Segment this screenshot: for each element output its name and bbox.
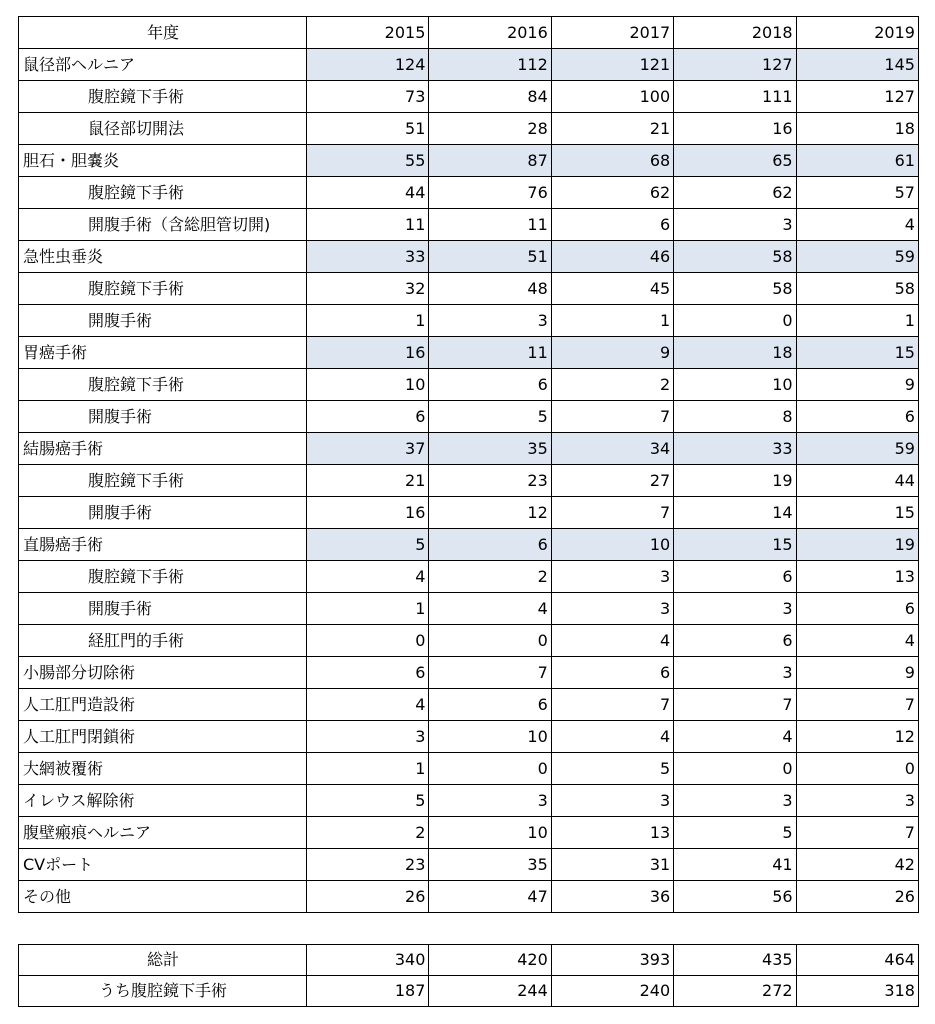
surgery-count-table — [18, 16, 919, 913]
row-label: 腹腔鏡下手術 — [19, 273, 307, 305]
cell-value: 73 — [307, 81, 429, 113]
totals-table — [18, 944, 919, 1007]
cell-value: 7 — [674, 689, 796, 721]
row-label: 開腹手術 — [19, 401, 307, 433]
cell-value: 0 — [674, 305, 796, 337]
cell-value: 28 — [429, 113, 551, 145]
cell-value: 7 — [429, 657, 551, 689]
subcategory-row — [19, 401, 919, 433]
table-body — [19, 49, 919, 913]
cell-value: 5 — [307, 785, 429, 817]
total-value: 187 — [307, 976, 429, 1007]
cell-value: 1 — [307, 305, 429, 337]
cell-value: 23 — [307, 849, 429, 881]
cell-value: 0 — [429, 753, 551, 785]
total-value: 318 — [796, 976, 918, 1007]
row-label: 鼠径部ヘルニア — [19, 49, 307, 81]
cell-value: 2 — [307, 817, 429, 849]
row-label: 結腸癌手術 — [19, 433, 307, 465]
total-value: 464 — [796, 945, 918, 976]
cell-value: 145 — [796, 49, 918, 81]
row-label: 腹腔鏡下手術 — [19, 561, 307, 593]
table-row — [19, 785, 919, 817]
total-value: 340 — [307, 945, 429, 976]
row-label: 開腹手術 — [19, 497, 307, 529]
cell-value: 4 — [551, 625, 673, 657]
cell-value: 46 — [551, 241, 673, 273]
row-label: イレウス解除術 — [19, 785, 307, 817]
row-label: 胆石・胆嚢炎 — [19, 145, 307, 177]
cell-value: 1 — [307, 593, 429, 625]
row-label: 小腸部分切除術 — [19, 657, 307, 689]
cell-value: 59 — [796, 433, 918, 465]
total-value: 393 — [551, 945, 673, 976]
cell-value: 14 — [674, 497, 796, 529]
cell-value: 18 — [796, 113, 918, 145]
cell-value: 3 — [796, 785, 918, 817]
cell-value: 3 — [307, 721, 429, 753]
cell-value: 9 — [551, 337, 673, 369]
cell-value: 61 — [796, 145, 918, 177]
row-label: 開腹手術 — [19, 593, 307, 625]
cell-value: 16 — [307, 497, 429, 529]
table-row — [19, 689, 919, 721]
subcategory-row — [19, 81, 919, 113]
row-label: 腹腔鏡下手術 — [19, 465, 307, 497]
table-row — [19, 849, 919, 881]
cell-value: 65 — [674, 145, 796, 177]
cell-value: 35 — [429, 433, 551, 465]
cell-value: 15 — [674, 529, 796, 561]
cell-value: 4 — [796, 209, 918, 241]
cell-value: 7 — [796, 817, 918, 849]
cell-value: 6 — [307, 657, 429, 689]
cell-value: 6 — [551, 209, 673, 241]
cell-value: 87 — [429, 145, 551, 177]
cell-value: 6 — [674, 561, 796, 593]
cell-value: 4 — [796, 625, 918, 657]
cell-value: 45 — [551, 273, 673, 305]
cell-value: 19 — [796, 529, 918, 561]
totals-body — [19, 945, 919, 1007]
cell-value: 3 — [429, 305, 551, 337]
cell-value: 6 — [307, 401, 429, 433]
cell-value: 11 — [429, 209, 551, 241]
category-row — [19, 145, 919, 177]
cell-value: 10 — [307, 369, 429, 401]
table-row — [19, 657, 919, 689]
row-label: 腹壁瘢痕ヘルニア — [19, 817, 307, 849]
cell-value: 111 — [674, 81, 796, 113]
cell-value: 7 — [551, 401, 673, 433]
cell-value: 6 — [674, 625, 796, 657]
cell-value: 58 — [674, 241, 796, 273]
cell-value: 121 — [551, 49, 673, 81]
cell-value: 3 — [674, 785, 796, 817]
subcategory-row — [19, 177, 919, 209]
header-row — [19, 17, 919, 49]
cell-value: 0 — [674, 753, 796, 785]
cell-value: 8 — [674, 401, 796, 433]
total-value: 272 — [674, 976, 796, 1007]
row-label: 開腹手術（含総胆管切開) — [19, 209, 307, 241]
cell-value: 16 — [307, 337, 429, 369]
category-row — [19, 49, 919, 81]
cell-value: 9 — [796, 369, 918, 401]
cell-value: 13 — [796, 561, 918, 593]
cell-value: 1 — [796, 305, 918, 337]
cell-value: 55 — [307, 145, 429, 177]
row-label: 開腹手術 — [19, 305, 307, 337]
header-year: 2018 — [674, 17, 796, 49]
cell-value: 41 — [674, 849, 796, 881]
cell-value: 32 — [307, 273, 429, 305]
cell-value: 10 — [551, 529, 673, 561]
cell-value: 1 — [307, 753, 429, 785]
category-row — [19, 241, 919, 273]
cell-value: 4 — [307, 689, 429, 721]
cell-value: 3 — [674, 657, 796, 689]
cell-value: 16 — [674, 113, 796, 145]
cell-value: 33 — [307, 241, 429, 273]
cell-value: 6 — [796, 401, 918, 433]
total-value: 244 — [429, 976, 551, 1007]
cell-value: 58 — [796, 273, 918, 305]
cell-value: 5 — [551, 753, 673, 785]
cell-value: 51 — [429, 241, 551, 273]
cell-value: 5 — [674, 817, 796, 849]
cell-value: 62 — [551, 177, 673, 209]
cell-value: 21 — [551, 113, 673, 145]
cell-value: 13 — [551, 817, 673, 849]
cell-value: 62 — [674, 177, 796, 209]
category-row — [19, 337, 919, 369]
cell-value: 11 — [429, 337, 551, 369]
cell-value: 33 — [674, 433, 796, 465]
cell-value: 10 — [429, 721, 551, 753]
cell-value: 35 — [429, 849, 551, 881]
cell-value: 15 — [796, 497, 918, 529]
header-year: 2017 — [551, 17, 673, 49]
header-year: 2019 — [796, 17, 918, 49]
total-value: 240 — [551, 976, 673, 1007]
cell-value: 37 — [307, 433, 429, 465]
cell-value: 10 — [429, 817, 551, 849]
cell-value: 31 — [551, 849, 673, 881]
category-row — [19, 433, 919, 465]
cell-value: 36 — [551, 881, 673, 913]
category-row — [19, 529, 919, 561]
cell-value: 6 — [796, 593, 918, 625]
cell-value: 3 — [551, 561, 673, 593]
cell-value: 6 — [429, 369, 551, 401]
cell-value: 0 — [429, 625, 551, 657]
subcategory-row — [19, 593, 919, 625]
cell-value: 56 — [674, 881, 796, 913]
cell-value: 18 — [674, 337, 796, 369]
cell-value: 42 — [796, 849, 918, 881]
subcategory-row — [19, 305, 919, 337]
table-row — [19, 753, 919, 785]
cell-value: 44 — [307, 177, 429, 209]
total-row — [19, 945, 919, 976]
cell-value: 7 — [551, 689, 673, 721]
cell-value: 12 — [429, 497, 551, 529]
row-label: 腹腔鏡下手術 — [19, 81, 307, 113]
cell-value: 5 — [307, 529, 429, 561]
cell-value: 7 — [796, 689, 918, 721]
cell-value: 4 — [674, 721, 796, 753]
row-label: その他 — [19, 881, 307, 913]
cell-value: 84 — [429, 81, 551, 113]
total-row — [19, 976, 919, 1007]
cell-value: 44 — [796, 465, 918, 497]
subcategory-row — [19, 561, 919, 593]
cell-value: 3 — [674, 209, 796, 241]
row-label: 直腸癌手術 — [19, 529, 307, 561]
cell-value: 124 — [307, 49, 429, 81]
cell-value: 15 — [796, 337, 918, 369]
cell-value: 23 — [429, 465, 551, 497]
cell-value: 34 — [551, 433, 673, 465]
row-label: 経肛門的手術 — [19, 625, 307, 657]
cell-value: 2 — [429, 561, 551, 593]
subcategory-row — [19, 625, 919, 657]
row-label: 人工肛門閉鎖術 — [19, 721, 307, 753]
cell-value: 127 — [796, 81, 918, 113]
cell-value: 58 — [674, 273, 796, 305]
cell-value: 3 — [551, 593, 673, 625]
row-label: 胃癌手術 — [19, 337, 307, 369]
cell-value: 1 — [551, 305, 673, 337]
header-label: 年度 — [19, 17, 307, 49]
table-row — [19, 721, 919, 753]
cell-value: 12 — [796, 721, 918, 753]
subcategory-row — [19, 465, 919, 497]
row-label: 急性虫垂炎 — [19, 241, 307, 273]
subcategory-row — [19, 273, 919, 305]
cell-value: 26 — [796, 881, 918, 913]
row-label: 腹腔鏡下手術 — [19, 177, 307, 209]
cell-value: 19 — [674, 465, 796, 497]
cell-value: 47 — [429, 881, 551, 913]
total-label: うち腹腔鏡下手術 — [19, 976, 307, 1007]
row-label: 大網被覆術 — [19, 753, 307, 785]
cell-value: 76 — [429, 177, 551, 209]
cell-value: 0 — [796, 753, 918, 785]
total-label: 総計 — [19, 945, 307, 976]
cell-value: 6 — [429, 689, 551, 721]
total-value: 420 — [429, 945, 551, 976]
cell-value: 100 — [551, 81, 673, 113]
cell-value: 7 — [551, 497, 673, 529]
total-value: 435 — [674, 945, 796, 976]
cell-value: 68 — [551, 145, 673, 177]
cell-value: 27 — [551, 465, 673, 497]
cell-value: 0 — [307, 625, 429, 657]
table-row — [19, 817, 919, 849]
row-label: CVポート — [19, 849, 307, 881]
cell-value: 4 — [307, 561, 429, 593]
cell-value: 6 — [551, 657, 673, 689]
cell-value: 57 — [796, 177, 918, 209]
cell-value: 9 — [796, 657, 918, 689]
cell-value: 112 — [429, 49, 551, 81]
table-row — [19, 881, 919, 913]
cell-value: 10 — [674, 369, 796, 401]
cell-value: 11 — [307, 209, 429, 241]
subcategory-row — [19, 209, 919, 241]
row-label: 人工肛門造設術 — [19, 689, 307, 721]
cell-value: 3 — [429, 785, 551, 817]
cell-value: 4 — [551, 721, 673, 753]
cell-value: 127 — [674, 49, 796, 81]
header-year: 2016 — [429, 17, 551, 49]
subcategory-row — [19, 369, 919, 401]
cell-value: 3 — [674, 593, 796, 625]
cell-value: 4 — [429, 593, 551, 625]
cell-value: 48 — [429, 273, 551, 305]
subcategory-row — [19, 113, 919, 145]
cell-value: 51 — [307, 113, 429, 145]
subcategory-row — [19, 497, 919, 529]
row-label: 鼠径部切開法 — [19, 113, 307, 145]
row-label: 腹腔鏡下手術 — [19, 369, 307, 401]
cell-value: 5 — [429, 401, 551, 433]
cell-value: 2 — [551, 369, 673, 401]
header-year: 2015 — [307, 17, 429, 49]
cell-value: 59 — [796, 241, 918, 273]
cell-value: 3 — [551, 785, 673, 817]
cell-value: 26 — [307, 881, 429, 913]
cell-value: 21 — [307, 465, 429, 497]
cell-value: 6 — [429, 529, 551, 561]
